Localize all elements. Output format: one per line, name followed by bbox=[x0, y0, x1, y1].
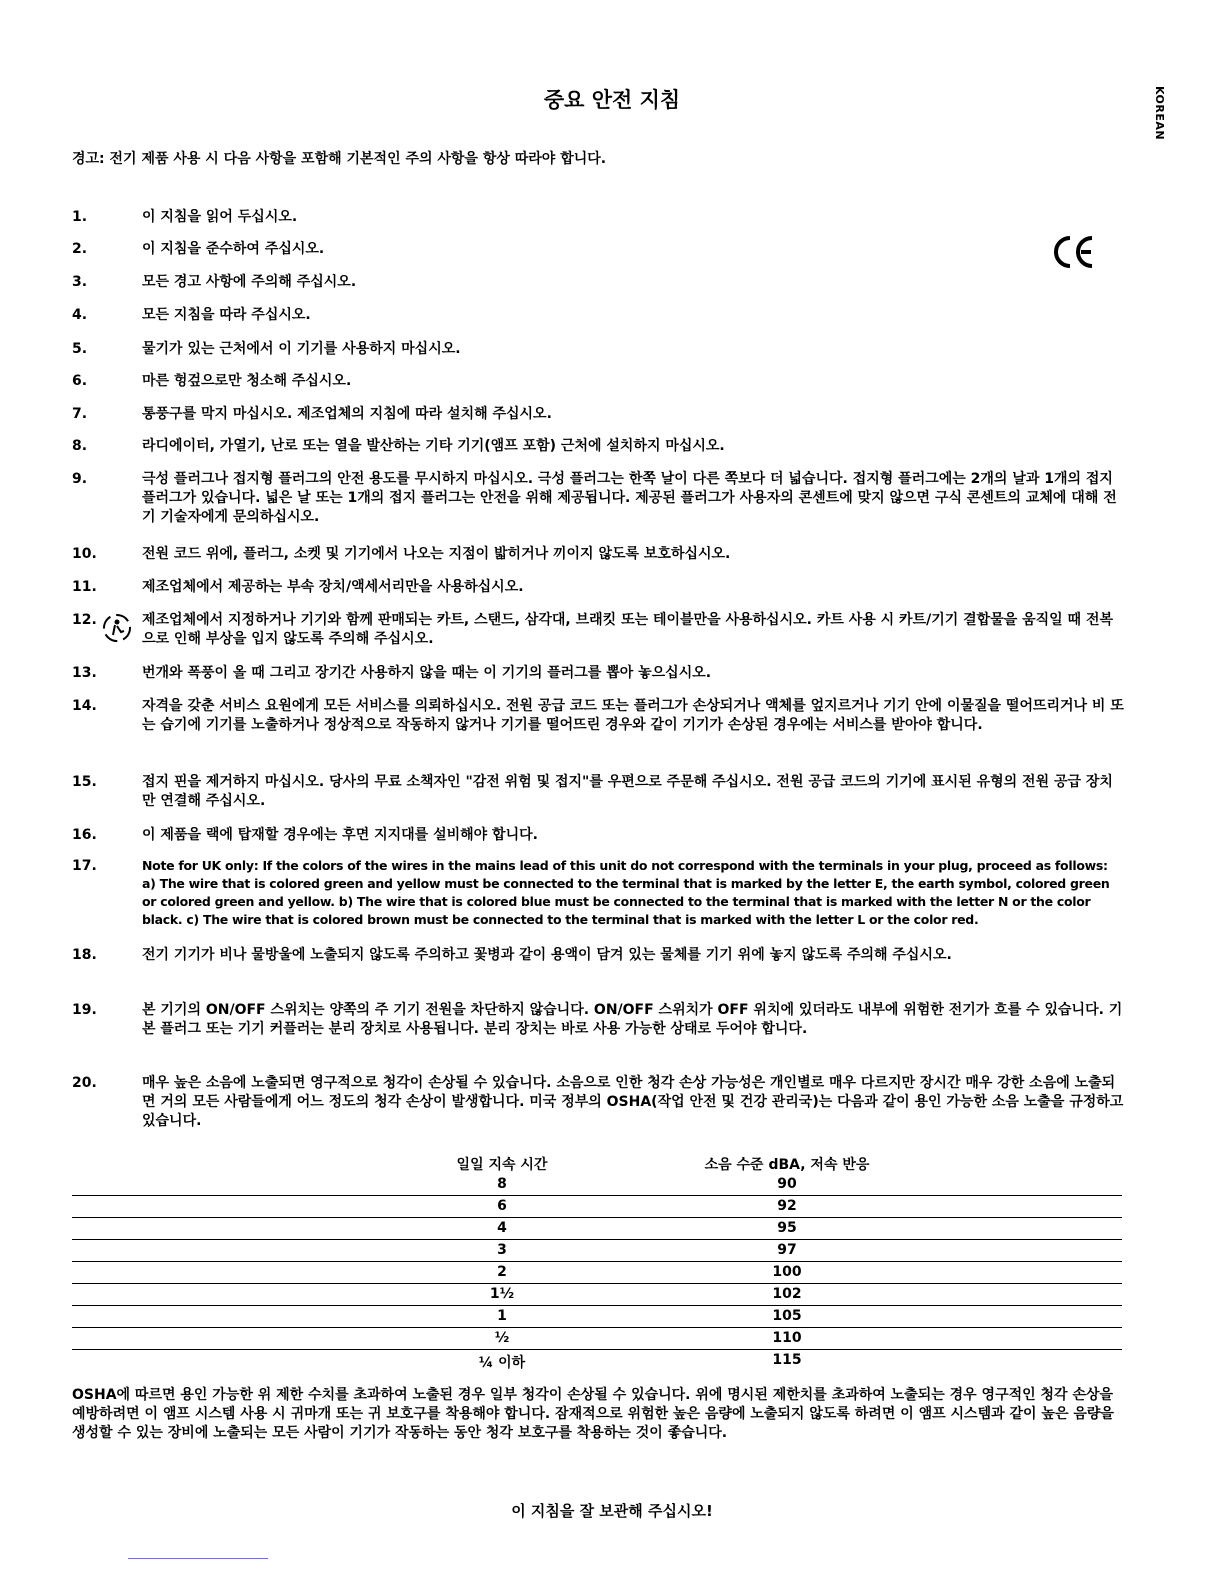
list-item: 15. 접지 핀을 제거하지 마십시오. 당사의 무료 소책자인 "감전 위험 및 접지"를 우편으로 주문해 주십시오. 전원 공급 코드의 기기에 표시된 유형의 전원 공급 장치만 연결해 주십시오. bbox=[72, 774, 1113, 809]
cart-tip-warning-icon bbox=[102, 613, 132, 643]
list-item: 1. 이 지침을 읽어 두십시오. bbox=[72, 209, 298, 225]
table-row: 1½ 102 bbox=[72, 1284, 1122, 1306]
table-row: 8 90 bbox=[72, 1174, 1122, 1196]
table-header bbox=[72, 1152, 1122, 1174]
warning-text: 경고: 전기 제품 사용 시 다음 사항을 포함해 기본적인 주의 사항을 항상 따라야 합니다. bbox=[72, 151, 607, 167]
list-item: 8. 라디에이터, 가열기, 난로 또는 열을 발산하는 기타 기기(앰프 포함) 근처에 설치하지 마십시오. bbox=[72, 438, 725, 454]
list-item: 14. 자격을 갖춘 서비스 요원에게 모든 서비스를 의뢰하십시오. 전원 공급 코드 또는 플러그가 손상되거나 액체를 엎지르거나 기기 안에 이물질을 떨어뜨리거나 비 또는 습기에 기기를 노출하거나 정상적으로 작동하지 않거나 기기를 떨어뜨린 경우와 같이 기기가 손상된 경우에는 서비스를 받아야 합니다. bbox=[72, 698, 1124, 733]
list-item: 5. 물기가 있는 근처에서 이 기기를 사용하지 마십시오. bbox=[72, 341, 461, 357]
page-title: 중요 안전 지침 bbox=[543, 88, 681, 112]
closing-text: 이 지침을 잘 보관해 주십시오! bbox=[511, 1502, 713, 1520]
osha-note: OSHA에 따르면 용인 가능한 위 제한 수치를 초과하여 노출된 경우 일부 청각이 손상될 수 있습니다. 위에 명시된 제한치를 초과하여 노출되는 경우 영구적인 청각 손상을 예방하려면 이 앰프 시스템 사용 시 귀마개 또는 귀 보호구를 착용해야 합니다. 잠재적으로 위험한 높은 음량에 노출되지 않도록 하려면 이 앰프 시스템과 같이 높은 음량을 생성할 수 있는 장비에 노출되는 모든 사람이 기기가 작동하는 동안 청각 보호구를 착용하는 것이 좋습니다. bbox=[72, 1387, 1114, 1441]
table-row: ¼ 이하 115 bbox=[478, 1352, 802, 1371]
list-item: 16. 이 제품을 랙에 탑재할 경우에는 후면 지지대를 설비해야 합니다. bbox=[72, 827, 538, 843]
list-item: 9. 극성 플러그나 접지형 플러그의 안전 용도를 무시하지 마십시오. 극성 플러그는 한쪽 날이 다른 쪽보다 더 넓습니다. 접지형 플러그에는 2개의 날과 1개의 접지 플러그가 있습니다. 넓은 날 또는 1개의 접지 플러그는 안전을 위해 제공됩니다. 제공된 플러그가 사용자의 콘센트에 맞지 않으면 구식 콘센트의 교체에 대해 전기 기술자에게 문의하십시오. bbox=[72, 471, 1117, 525]
list-item: 19. 본 기기의 ON/OFF 스위치는 양쪽의 주 기기 전원을 차단하지 않습니다. ON/OFF 스위치가 OFF 위치에 있더라도 내부에 위험한 전기가 흐를 수 있습니다. 기본 플러그 또는 기기 커플러는 분리 장치로 사용됩니다. 분리 장치는 바로 사용 가능한 상태로 두어야 합니다. bbox=[72, 1002, 1123, 1037]
list-item: 13. 번개와 폭풍이 올 때 그리고 장기간 사용하지 않을 때는 이 기기의 플러그를 뽑아 놓으십시오. bbox=[72, 665, 712, 681]
language-tab-label: KOREAN bbox=[1153, 86, 1166, 141]
list-item: 18. 전기 기기가 비나 물방울에 노출되지 않도록 주의하고 꽃병과 같이 용액이 담겨 있는 물체를 기기 위에 놓지 않도록 주의해 주십시오. bbox=[72, 947, 952, 963]
table-row: 2 100 bbox=[72, 1262, 1122, 1284]
column-header-level: 소음 수준 dBA, 저속 반응 bbox=[704, 1157, 870, 1173]
table-row: 6 92 bbox=[72, 1196, 1122, 1218]
list-item: 10. 전원 코드 위에, 플러그, 소켓 및 기기에서 나오는 지점이 밟히거나 끼이지 않도록 보호하십시오. bbox=[72, 546, 731, 562]
table-row: ½ 110 bbox=[72, 1328, 1122, 1350]
list-item: 2. 이 지침을 준수하여 주십시오. bbox=[72, 241, 325, 257]
column-header-duration: 일일 지속 시간 bbox=[456, 1157, 548, 1173]
list-item: 12. 제조업체에서 지정하거나 기기와 함께 판매되는 카트, 스탠드, 삼각대, 브래킷 또는 테이블만을 사용하십시오. 카트 사용 시 카트/기기 결합물을 움직일 때 전복으로 인해 부상을 입지 않도록 주의해 주십시오. bbox=[72, 612, 1114, 647]
noise-exposure-table bbox=[72, 1152, 1122, 1372]
list-item: 20. 매우 높은 소음에 노출되면 영구적으로 청각이 손상될 수 있습니다. 소음으로 인한 청각 손상 가능성은 개인별로 매우 다르지만 장시간 매우 강한 소음에 노출되면 거의 모든 사람들에게 어느 정도의 청각 손상이 발생합니다. 미국 정부의 OSHA(작업 안전 및 건강 관리국)는 다음과 같이 용인 가능한 소음 노출을 규정하고 있습니다. bbox=[72, 1075, 1124, 1129]
list-item: 17. Note for UK only: If the colors of the wires in the mains lead of this unit do not correspond with the terminals in your plug, proceed as follows: a) The wire that is colored green and yellow must be connected to the terminal that is marked by the letter E, the earth symbol, colored green or colored green and yellow. b) The wire that is colored blue must be connected to the terminal that is marked with the letter N or the color black. c) The wire that is colored brown must be connected to the terminal that is marked with the letter L or the color red. bbox=[72, 858, 1110, 927]
list-item: 6. 마른 헝겊으로만 청소해 주십시오. bbox=[72, 373, 352, 389]
table-row: 4 95 bbox=[72, 1218, 1122, 1240]
table-row: 1 105 bbox=[72, 1306, 1122, 1328]
list-item: 4. 모든 지침을 따라 주십시오. bbox=[72, 307, 311, 323]
list-item: 11. 제조업체에서 제공하는 부속 장치/액세서리만을 사용하십시오. bbox=[72, 579, 524, 595]
list-item: 3. 모든 경고 사항에 주의해 주십시오. bbox=[72, 274, 357, 290]
table-row: 3 97 bbox=[72, 1240, 1122, 1262]
footer-rule bbox=[128, 1558, 268, 1559]
list-item: 7. 통풍구를 막지 마십시오. 제조업체의 지침에 따라 설치해 주십시오. bbox=[72, 406, 552, 422]
